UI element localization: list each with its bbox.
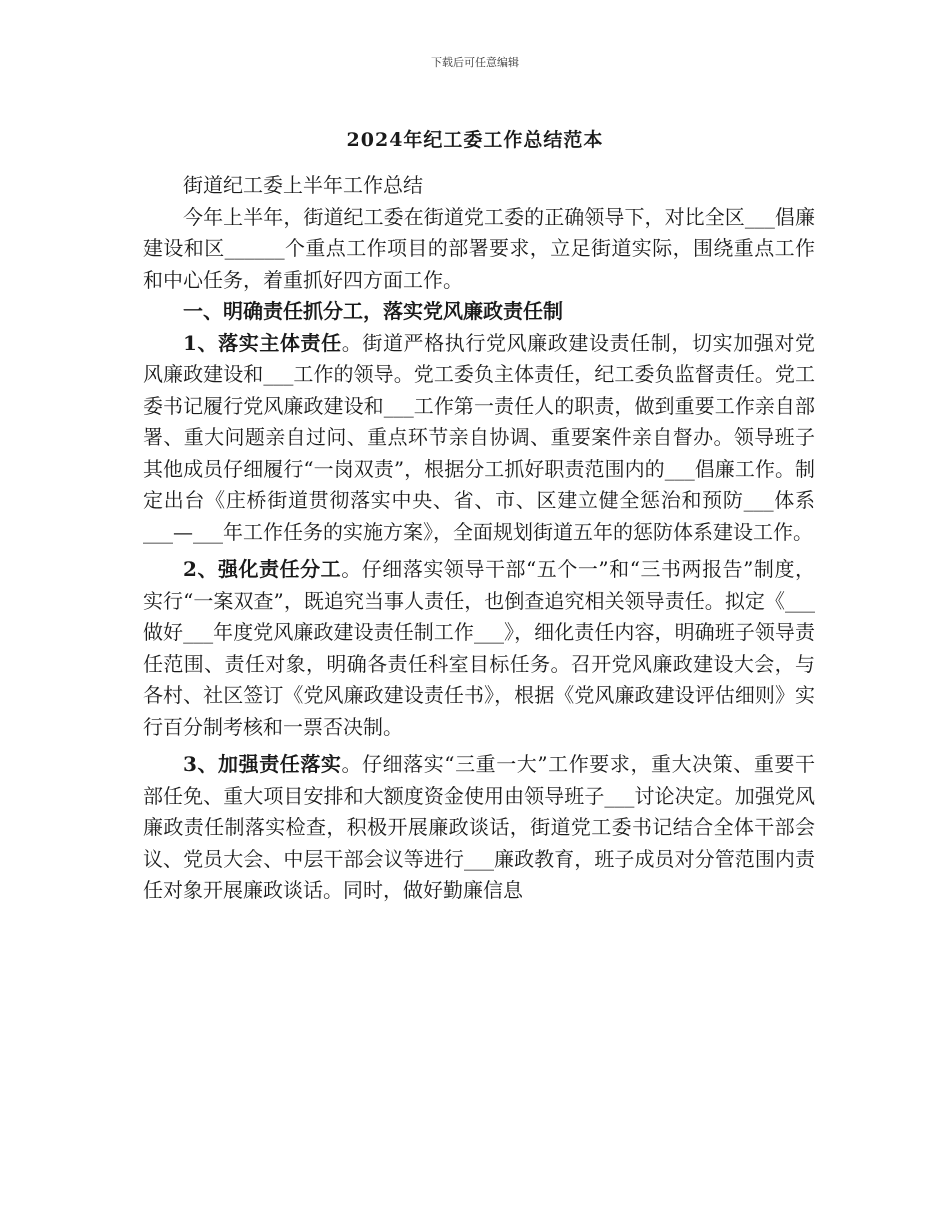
section-1-heading: 一、明确责任抓分工，落实党风廉政责任制 xyxy=(183,299,563,323)
item-1-lead: 1、落实主体责任 xyxy=(183,330,342,355)
document-title: 2024年纪工委工作总结范本 xyxy=(346,129,604,151)
subtitle-paragraph: 街道纪工委上半年工作总结 xyxy=(183,173,423,197)
item-3-paragraph xyxy=(143,749,815,907)
item-2-lead: 2、强化责任分工 xyxy=(183,557,342,581)
document-body xyxy=(143,170,815,907)
item-3-body: 。仔细落实“三重一大”工作要求，重大决策、重要干部任免、重大项目安排和大额度资金使用由领导班子___讨论决定。加强党风廉政责任制落实检查，积极开展廉政谈话，街道党工委书记结合全体干部会议、党员大会、中层干部会议等进行___廉政教育，班子成员对分管范围内责任对象开展廉政谈话。同时，做好勤廉信息 xyxy=(143,752,815,902)
item-2-body: 。仔细落实领导干部“五个一”和“三书两报告”制度，实行“一案双查”，既追究当事人责任，也倒查追究相关领导责任。拟定《___做好___年度党风廉政建设责任制工作___》，细化责任内容，明确班子领导责任范围、责任对象，明确各责任科室目标任务。召开党风廉政建设大会，与各村、社区签订《党风廉政建设责任书》，根据《党风廉政建设评估细则》实行百分制考核和一票否决制。 xyxy=(143,557,815,739)
intro-paragraph: 今年上半年，街道纪工委在街道党工委的正确领导下，对比全区___倡廉建设和区______个重点工作项目的部署要求，立足街道实际，围绕重点工作和中心任务，着重抓好四方面工作。 xyxy=(143,204,815,292)
item-2-paragraph xyxy=(143,554,815,743)
page-header-note: 下载后可任意编辑 xyxy=(431,56,519,69)
item-1-body: 。街道严格执行党风廉政建设责任制，切实加强对党风廉政建设和___工作的领导。党工委负主体责任，纪工委负监督责任。党工委书记履行党风廉政建设和___工作第一责任人的职责，做到重要工作亲自部署、重大问题亲自过问、重点环节亲自协调、重要案件亲自督办。领导班子其他成员仔细履行“一岗双责”，根据分工抓好职责范围内的___倡廉工作。制定出台《庄桥街道贯彻落实中央、省、市、区建立健全惩治和预防___体系___—___年工作任务的实施方案》，全面规划街道五年的惩防体系建设工作。 xyxy=(143,330,816,544)
item-1-paragraph xyxy=(143,328,815,549)
item-3-lead: 3、加强责任落实 xyxy=(183,752,342,776)
